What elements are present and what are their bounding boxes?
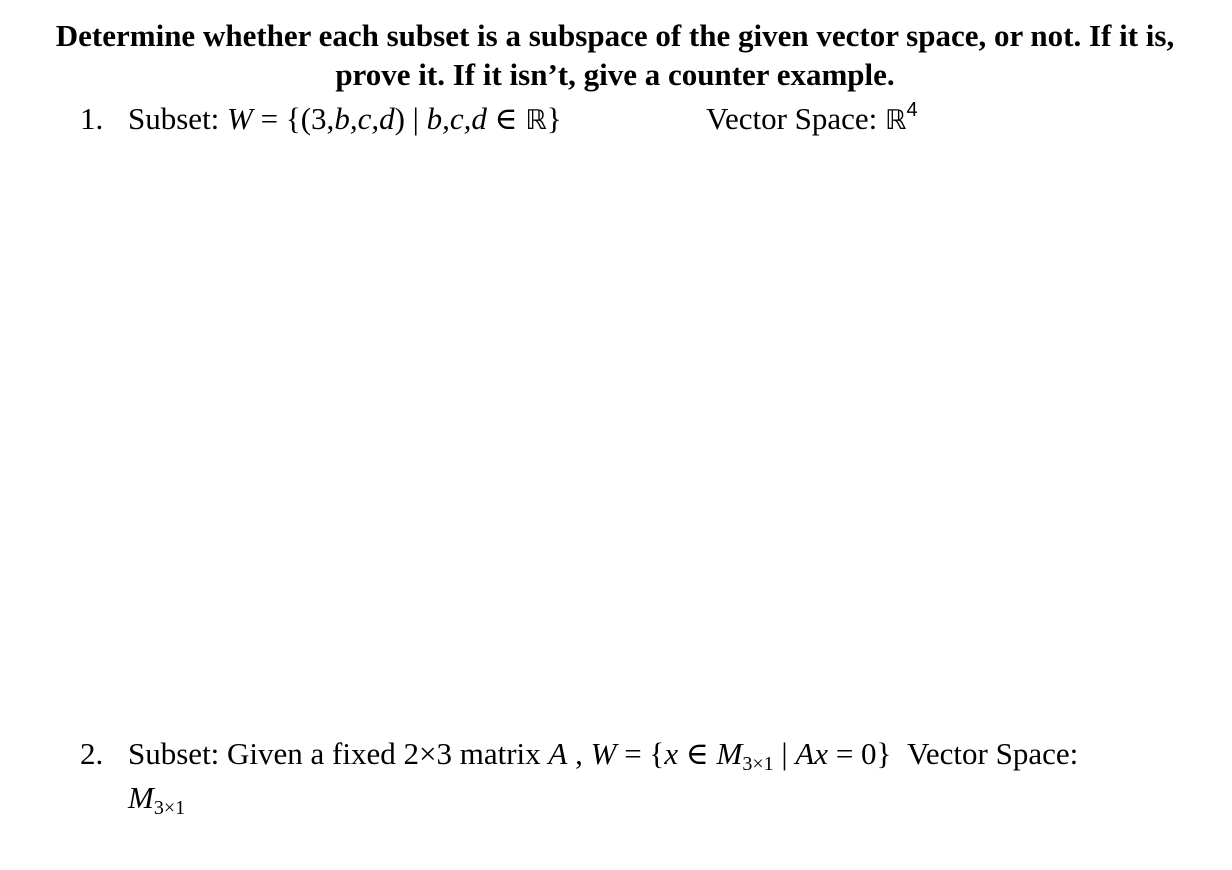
- set-close: }: [546, 101, 562, 136]
- reals-symbol: ℝ: [525, 105, 547, 136]
- vector-space-1: [706, 99, 918, 141]
- problem-number: 2.: [80, 736, 104, 771]
- problem-1: [80, 99, 1180, 141]
- var-list: b,c,d: [426, 101, 487, 136]
- subset-label: Subset:: [128, 101, 220, 136]
- element-of-symbol: ∈: [486, 101, 526, 136]
- problem-2: [80, 734, 1190, 774]
- vector-space-sub: 3×1: [153, 797, 186, 819]
- vector-space-label: Vector Space:: [906, 736, 1079, 771]
- paren-close: ): [394, 101, 405, 136]
- such-that-bar: |: [773, 736, 796, 771]
- equals-sign: =: [252, 101, 286, 136]
- matrix-word: matrix: [452, 736, 549, 771]
- comma: ,: [567, 736, 591, 771]
- var-c: ,c: [349, 101, 372, 136]
- vector-space-set: ℝ: [885, 105, 907, 136]
- var-d: ,d: [371, 101, 395, 136]
- var-ax: Ax: [795, 736, 829, 771]
- matrix-dims: 2×3: [403, 736, 452, 771]
- set-open: {(3,: [285, 101, 335, 136]
- problem-number: 1.: [80, 101, 104, 136]
- var-w: W: [227, 101, 253, 136]
- var-b: b: [334, 101, 350, 136]
- such-that-bar: |: [404, 101, 427, 136]
- instructions-heading: Determine whether each subset is a subspace of the given vector space, or not. If it is, prove it. If it isn’t, give a counter example.: [55, 18, 1175, 92]
- set-open: = {: [616, 736, 665, 771]
- vector-space-2: [128, 778, 185, 818]
- equals-zero: = 0}: [828, 736, 892, 771]
- var-w: W: [590, 736, 617, 771]
- vector-space-power: 4: [906, 99, 918, 121]
- matrix-space-m: M: [716, 736, 743, 771]
- subset-definition: [227, 101, 562, 136]
- var-a: A: [548, 736, 568, 771]
- var-x: x: [664, 736, 679, 771]
- matrix-space-sub: 3×1: [742, 753, 774, 775]
- subset-label: Subset: Given a fixed: [128, 736, 404, 771]
- element-of-symbol: ∈: [678, 736, 717, 771]
- vector-space-label: Vector Space:: [706, 101, 886, 136]
- answer-space: [80, 150, 1180, 720]
- vector-space-m: M: [128, 780, 154, 815]
